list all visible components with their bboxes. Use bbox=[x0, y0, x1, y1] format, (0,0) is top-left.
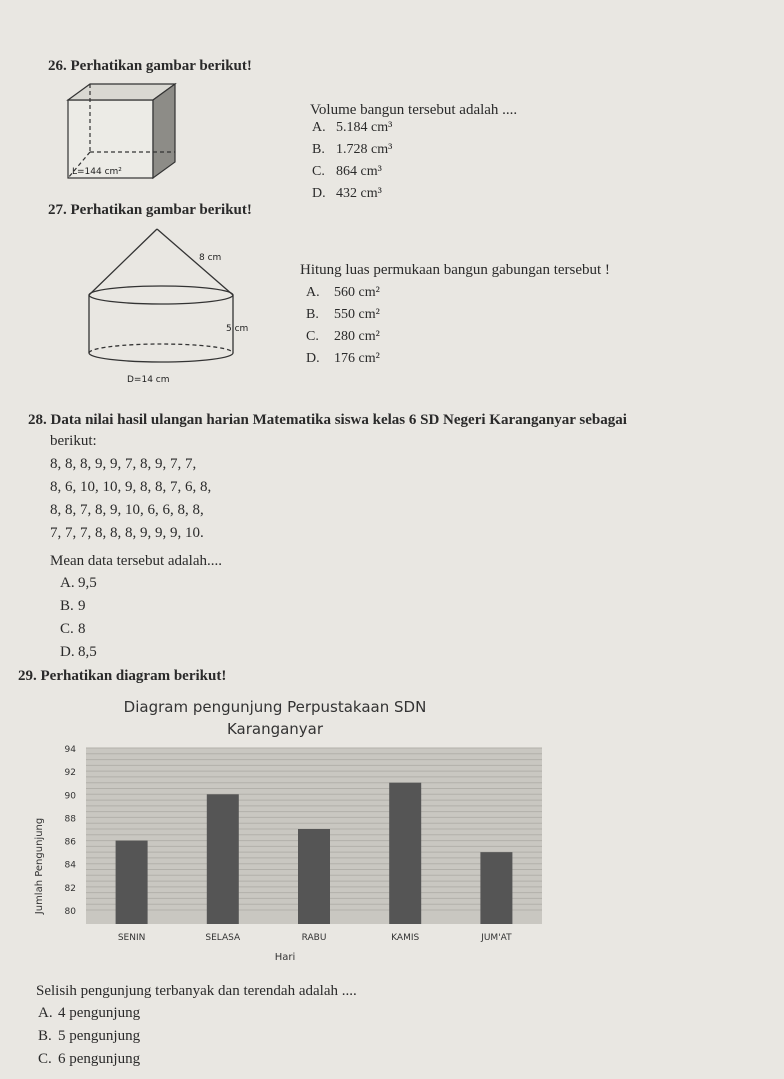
y-tick-label: 94 bbox=[64, 745, 76, 755]
option-text: 5.184 cm³ bbox=[336, 120, 393, 135]
option-letter: C. bbox=[312, 164, 325, 179]
option-letter: A. bbox=[312, 120, 326, 135]
option-text: 864 cm³ bbox=[336, 164, 382, 179]
option-letter: B. bbox=[306, 307, 319, 322]
x-tick-label: JUM'AT bbox=[481, 933, 512, 943]
chart-title-line2: Karanganyar bbox=[226, 720, 324, 738]
option-letter: A. bbox=[38, 1005, 53, 1021]
q28-heading: 28. Data nilai hasil ulangan harian Matematika siswa kelas 6 SD Negeri Karanganyar sebagai bbox=[28, 412, 627, 428]
option-letter: C. bbox=[60, 621, 74, 637]
q29-question: Selisih pengunjung terbanyak dan terendah adalah .... bbox=[36, 983, 357, 999]
q26-option-a[interactable] bbox=[312, 120, 392, 136]
option-letter: C. bbox=[38, 1051, 52, 1067]
bar-chart bbox=[30, 690, 550, 975]
option-letter: D. bbox=[60, 644, 75, 660]
option-text: 280 cm² bbox=[334, 329, 380, 344]
q27-option-b[interactable] bbox=[306, 307, 380, 323]
y-tick-label: 82 bbox=[64, 883, 76, 894]
q27-slant-label: 8 cm bbox=[199, 253, 222, 263]
q28-option-b[interactable] bbox=[60, 598, 86, 615]
q27-heading: 27. Perhatikan gambar berikut! bbox=[48, 202, 252, 218]
option-text: 4 pengunjung bbox=[58, 1005, 141, 1021]
q27-diameter-label: D=14 cm bbox=[127, 375, 170, 385]
q26-option-d[interactable] bbox=[312, 186, 382, 202]
q26-option-c[interactable] bbox=[312, 164, 382, 180]
option-text: 1.728 cm³ bbox=[336, 142, 393, 157]
q28-question: Mean data tersebut adalah.... bbox=[50, 553, 223, 569]
q26-cube-figure bbox=[60, 82, 190, 184]
x-tick-label: KAMIS bbox=[391, 933, 420, 943]
bar-selasa bbox=[207, 794, 239, 924]
y-tick-label: 84 bbox=[64, 860, 76, 871]
q27-option-c[interactable] bbox=[306, 329, 380, 345]
option-letter: D. bbox=[306, 351, 320, 366]
option-letter: B. bbox=[312, 142, 325, 157]
option-text: 432 cm³ bbox=[336, 186, 382, 201]
q28-data-line: 8, 6, 10, 10, 9, 8, 8, 7, 6, 8, bbox=[50, 479, 212, 495]
q27-cone-cylinder-figure bbox=[85, 225, 265, 390]
q28-option-c[interactable] bbox=[60, 621, 86, 638]
x-tick-label: SELASA bbox=[205, 933, 241, 943]
option-text: 176 cm² bbox=[334, 351, 380, 366]
q28-option-d[interactable] bbox=[60, 644, 97, 661]
bar-senin bbox=[116, 841, 148, 924]
bar-kamis bbox=[389, 783, 421, 924]
option-letter: C. bbox=[306, 329, 319, 344]
q28-data-line: 7, 7, 7, 8, 8, 8, 9, 9, 9, 10. bbox=[50, 525, 204, 541]
y-tick-label: 92 bbox=[64, 768, 76, 779]
option-text: 6 pengunjung bbox=[58, 1051, 141, 1067]
option-letter: A. bbox=[60, 575, 75, 591]
q26-option-b[interactable] bbox=[312, 142, 392, 158]
q27-height-label: 5 cm bbox=[226, 324, 249, 334]
q28-heading-cont: berikut: bbox=[50, 433, 97, 449]
option-text: 550 cm² bbox=[334, 307, 380, 322]
option-text: 8 bbox=[78, 621, 86, 637]
option-letter: B. bbox=[60, 598, 74, 614]
q29-heading: 29. Perhatikan diagram berikut! bbox=[18, 668, 227, 684]
q27-option-a[interactable] bbox=[306, 285, 380, 301]
x-tick-label: SENIN bbox=[117, 933, 146, 943]
y-tick-label: 86 bbox=[64, 837, 76, 848]
bar-rabu bbox=[298, 829, 330, 924]
q28-data-line: 8, 8, 7, 8, 9, 10, 6, 6, 8, 8, bbox=[50, 502, 204, 518]
option-letter: B. bbox=[38, 1028, 52, 1044]
x-tick-label: RABU bbox=[301, 933, 327, 943]
q26-heading: 26. Perhatikan gambar berikut! bbox=[48, 58, 252, 74]
q27-option-d[interactable] bbox=[306, 351, 380, 367]
y-tick-label: 80 bbox=[64, 907, 76, 917]
q29-option-c[interactable] bbox=[38, 1051, 140, 1068]
q29-option-b[interactable] bbox=[38, 1028, 140, 1045]
y-tick-label: 88 bbox=[64, 814, 76, 825]
option-text: 560 cm² bbox=[334, 285, 380, 300]
q26-area-label: L=144 cm² bbox=[72, 167, 122, 177]
option-text: 9 bbox=[78, 598, 86, 614]
chart-ylabel: Jumlah Pengunjung bbox=[34, 817, 45, 915]
q28-option-a[interactable] bbox=[60, 575, 97, 592]
option-text: 9,5 bbox=[78, 575, 97, 591]
q28-data-line: 8, 8, 8, 9, 9, 7, 8, 9, 7, 7, bbox=[50, 456, 197, 472]
option-text: 8,5 bbox=[78, 644, 97, 660]
chart-title-line1: Diagram pengunjung Perpustakaan SDN bbox=[123, 698, 427, 716]
option-text: 5 pengunjung bbox=[58, 1028, 141, 1044]
option-letter: A. bbox=[306, 285, 320, 300]
y-tick-label: 90 bbox=[64, 791, 76, 802]
option-letter: D. bbox=[312, 186, 326, 201]
q29-option-a[interactable] bbox=[38, 1005, 140, 1022]
q27-question: Hitung luas permukaan bangun gabungan tersebut ! bbox=[300, 262, 610, 278]
q26-question: Volume bangun tersebut adalah .... bbox=[310, 102, 518, 118]
bar-jumat bbox=[480, 852, 512, 924]
chart-xlabel: Hari bbox=[274, 952, 296, 963]
